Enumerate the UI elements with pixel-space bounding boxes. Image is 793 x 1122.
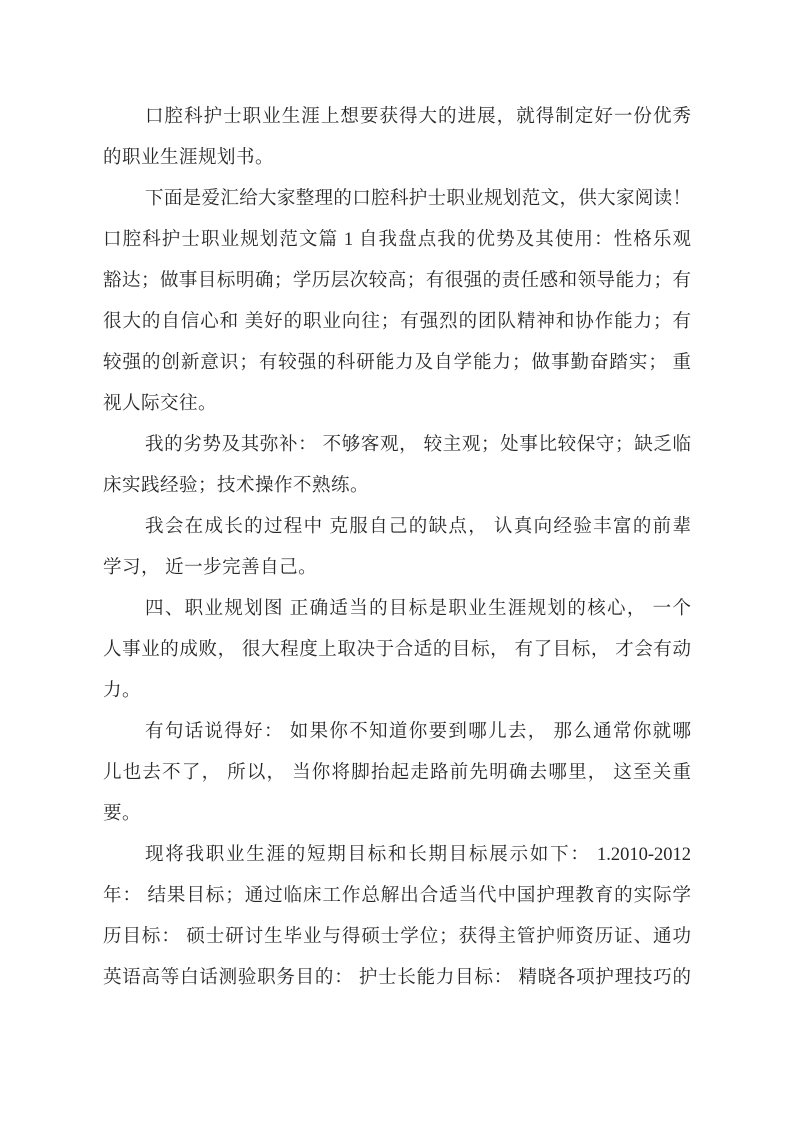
text-line: 人事业的成败， 很大程度上取决于合适的目标， 有了目标， 才会有动: [103, 640, 691, 660]
text-line: 很大的自信心和 美好的职业向往；有强烈的团队精神和协作能力；有: [103, 312, 691, 332]
text-line: 口腔科护士职业规划范文篇 1 自我盘点我的优势及其使用：性格乐观: [103, 230, 691, 250]
text-line: 力。: [103, 681, 142, 701]
paragraph: [103, 425, 691, 507]
text-line: 历目标： 硕士研讨生毕业与得硕士学位；获得主管护师资历证、通功: [103, 927, 691, 947]
paragraph: [103, 507, 691, 589]
text-line: 我会在成长的过程中 克服自己的缺点， 认真向经验丰富的前辈: [145, 517, 691, 537]
text-line: 较强的创新意识；有较强的科研能力及自学能力；做事勤奋踏实； 重: [103, 353, 691, 373]
text-line: 有句话说得好： 如果你不知道你要到哪儿去， 那么通常你就哪: [145, 722, 691, 742]
paragraph: [103, 835, 691, 999]
paragraph: [103, 220, 691, 425]
text-line: 年： 结果目标；通过临床工作总解出合适当代中国护理教育的实际学: [103, 886, 691, 906]
text-line: 视人际交往。: [103, 394, 218, 414]
text-line: 的职业生涯规划书。: [103, 148, 275, 168]
text-line: 口腔科护士职业生涯上想要获得大的进展，就得制定好一份优秀: [145, 107, 691, 127]
paragraph: [103, 97, 691, 179]
text-line: 床实践经验；技术操作不熟练。: [103, 476, 370, 496]
text-line: 要。: [103, 804, 142, 824]
paragraph: [103, 589, 691, 712]
text-line: 学习， 近一步完善自己。: [103, 558, 318, 578]
paragraph: [103, 712, 691, 835]
text-line: 我的劣势及其弥补： 不够客观， 较主观；处事比较保守；缺乏临: [145, 435, 691, 455]
text-line: 英语高等白话测验职务目的： 护士长能力目标： 精晓各项护理技巧的: [103, 968, 691, 988]
text-line: 四、职业规划图 正确适当的目标是职业生涯规划的核心， 一个: [145, 599, 691, 619]
paragraph: [103, 179, 691, 220]
text-line: 豁达；做事目标明确；学历层次较高；有很强的责任感和领导能力；有: [103, 271, 691, 291]
text-line: 现将我职业生涯的短期目标和长期目标展示如下： 1.2010-2012: [145, 845, 691, 865]
text-line: 下面是爱汇给大家整理的口腔科护士职业规划范文，供大家阅读！: [145, 189, 691, 209]
document-body: [103, 97, 691, 999]
text-line: 儿也去不了， 所以， 当你将脚抬起走路前先明确去哪里， 这至关重: [103, 763, 691, 783]
